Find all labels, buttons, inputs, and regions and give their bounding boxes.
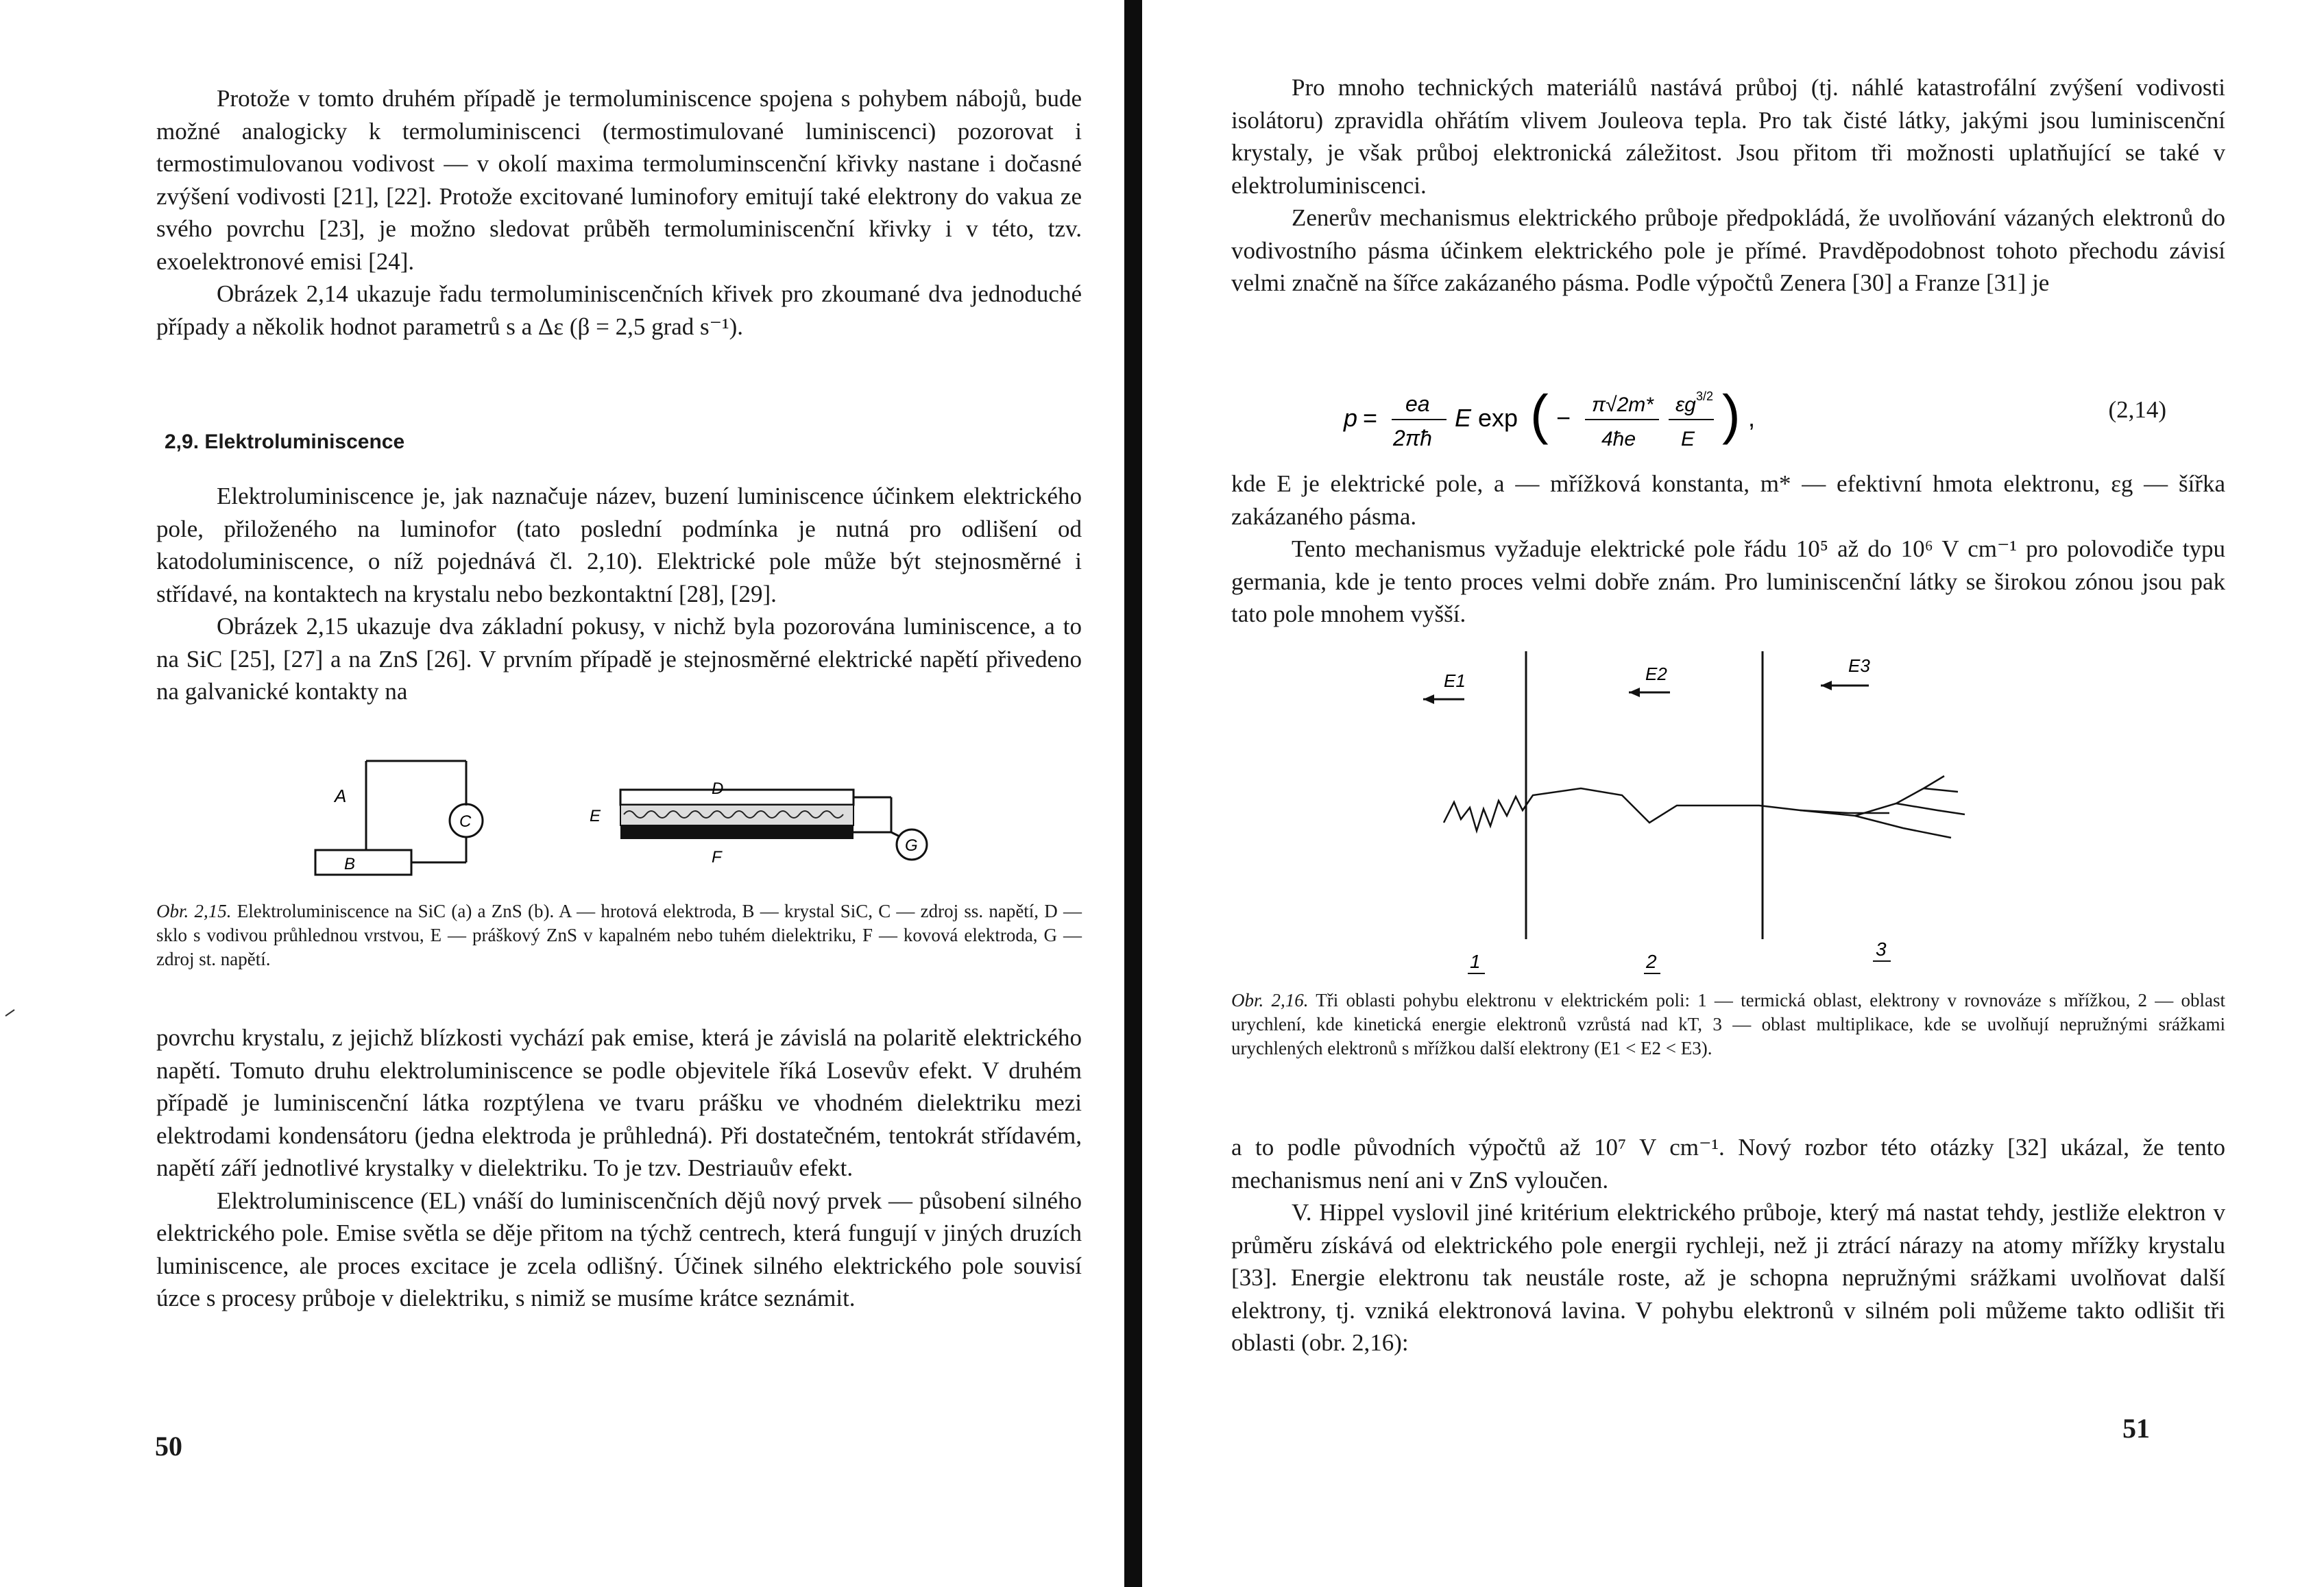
left-paragraph-3: Elektroluminiscence je, jak naznačuje název, buzení luminiscence účinkem elektrického pole, přiloženého na luminofor (tato poslední podmínka je nutná pro odlišení od katodoluminiscence, o níž pojednává čl. 2,10). Elektrické pole může být stejnosměrné i střídavé, na kontaktech na krystalu nebo bezkontaktní [28], [29]. — [156, 483, 1082, 607]
svg-text:4ħe: 4ħe — [1601, 428, 1636, 450]
figure-2-15-b — [590, 779, 927, 867]
svg-text:exp: exp — [1478, 404, 1518, 432]
equation-number: (2,14) — [2108, 396, 2166, 423]
svg-text:ea: ea — [1405, 391, 1430, 416]
left-page-number: 50 — [155, 1431, 182, 1462]
svg-text:p: p — [1344, 404, 1358, 432]
field-label-e3: E3 — [1848, 655, 1870, 676]
caption-2-15-text: Elektroluminiscence na SiC (a) a ZnS (b). A — hrotová elektroda, B — krystal SiC, C — zdroj ss. napětí, D — sklo s vodivou průhlednou vrstvou, E — práškový ZnS v kapalném nebo tuhém dielektriku, F — kovová elektroda, G — zdroj st. napětí. — [156, 901, 1082, 969]
label-c: C — [459, 812, 472, 831]
right-text-block-top — [1231, 71, 2225, 300]
field-label-e2: E2 — [1645, 664, 1667, 684]
region-label-1: 1 — [1470, 951, 1481, 972]
right-paragraph-5: a to podle původních výpočtů až 10⁷ V cm⁻¹. Nový rozbor této otázky [32] ukázal, že tento mechanismus není ani v ZnS vyloučen. — [1231, 1134, 2225, 1194]
right-paragraph-6: V. Hippel vyslovil jiné kritérium elektrického průboje, který má nastat tehdy, jestliže elektron v průměru získává od elektrického pole energii rychleji, než ji ztrácí nárazy na atomy mřížky krystalu [33]. Energie elektronu tak neustále roste, až je schopna nepružnými srážkami uvolňovat další elektrony, tj. vzniká elektronová lavina. V pohybu elektronů v silném poli můžeme takto odlišit tři oblasti (obr. 2,16): — [1231, 1199, 2225, 1356]
label-d: D — [712, 779, 724, 798]
label-g: G — [905, 836, 918, 855]
region-label-3: 3 — [1876, 938, 1887, 960]
label-f: F — [712, 848, 722, 867]
svg-text:εg: εg — [1675, 393, 1696, 416]
svg-text:(: ( — [1530, 384, 1549, 445]
book-gutter — [1124, 0, 1142, 1587]
left-text-block-mid — [156, 480, 1082, 708]
right-paragraph-1: Pro mnoho technických materiálů nastává průboj (tj. náhlé katastrofální zvýšení vodivosti isolátoru) zpravidla ohřátím vlivem Jouleova tepla. Pro tak čisté látky, jakými jsou luminiscenční krystaly, je však průboj elektronická záležitost. Jsou přitom tři možnosti uplatňující se také v elektroluminiscenci. — [1231, 74, 2225, 199]
svg-text:−: − — [1556, 404, 1571, 432]
left-paragraph-6: Elektroluminiscence (EL) vnáší do luminiscenčních dějů nový prvek — působení silného elektrického pole. Emise světla se děje přitom na týchž centrech, která fungují v jiných druzích luminiscence, ale proces excitace je zcela odlišný. Účinek silného elektrického pole souvisí úzce s procesy průboje v dielektriku, s nimiž se musíme krátce seznámit. — [156, 1187, 1082, 1311]
svg-text:π√2m*: π√2m* — [1592, 393, 1654, 416]
formula-2-14 — [1275, 378, 2166, 461]
left-paragraph-1: Protože v tomto druhém případě je termoluminiscence spojena s pohybem nábojů, bude možné analogicky k termoluminiscenci (termostimulované luminiscenci) pozorovat i termostimulovanou vodivost — v okolí maxima termoluminscenční křivky nastane i dočasné zvýšení vodivosti [21], [22]. Protože excitované luminofory emitují také elektrony do vakua ze svého povrchu [23], je možno sledovat průběh termoluminiscenční křivky i v této, tzv. exoelektronové emisi [24]. — [156, 85, 1082, 275]
figure-2-15-a — [315, 761, 483, 875]
svg-text:E: E — [1681, 428, 1695, 450]
right-paragraph-4: Tento mechanismus vyžaduje elektrické pole řádu 10⁵ až do 10⁶ V cm⁻¹ pro polovodiče typu germania, kde je tento proces velmi dobře znám. Pro luminiscenční látky se širokou zónou jsou pak tato pole mnohem vyšší. — [1231, 535, 2225, 627]
svg-text:2πħ: 2πħ — [1393, 426, 1433, 450]
label-a: A — [335, 786, 347, 806]
left-page — [0, 0, 1124, 1587]
left-paragraph-5: povrchu krystalu, z jejichž blízkosti vychází pak emise, která je závislá na polaritě elektrického napětí. Tomuto druhu elektroluminiscence se podle objevitele říká Losevův efekt. V druhém případě je luminiscenční látka rozptýlena ve tvaru prášku ve vhodném dielektriku mezi elektrodami kondensátoru (jedna elektroda je průhledná). Při dostatečném, tentokrát střídavém, napětí září jednotlivé krystalky v dielektriku. To je tzv. Destriauův efekt. — [156, 1024, 1082, 1181]
svg-text:): ) — [1722, 384, 1741, 445]
section-heading: 2,9. Elektroluminiscence — [165, 431, 405, 453]
caption-2-15-lead: Obr. 2,15. — [156, 901, 232, 921]
field-label-e1: E1 — [1444, 670, 1466, 691]
right-page — [1142, 0, 2324, 1587]
svg-text:3/2: 3/2 — [1696, 389, 1714, 403]
right-paragraph-2: Zenerův mechanismus elektrického průboje předpokládá, že uvolňování vázaných elektronů do vodivostního pásma účinkem elektrického pole je přímé. Pravděpodobnost tohoto přechodu závisí velmi značně na šířce zakázaného pásma. Podle výpočtů Zenera [30] a Franze [31] je — [1231, 204, 2225, 296]
left-text-block-top — [156, 82, 1082, 343]
formula-expression — [1275, 378, 1961, 461]
figure-2-15 — [302, 740, 960, 891]
left-paragraph-4: Obrázek 2,15 ukazuje dva základní pokusy, v nichž byla pozorována luminiscence, a to na SiC [25], [27] a na ZnS [26]. V prvním případě je stejnosměrné elektrické napětí přivedeno na galvanické kontakty na — [156, 613, 1082, 705]
caption-2-16-text: Tři oblasti pohybu elektronu v elektrickém poli: 1 — termická oblast, elektrony v rovnováze s mřížkou, 2 — oblast urychlení, kde kinetická energie elektronů vzrůstá nad kT, 3 — oblast multiplikace, kde se uvolňují nepružnými srážkami urychlených elektronů s mřížkou další elektrony (E1 < E2 < E3). — [1231, 990, 2226, 1058]
svg-text:E: E — [1455, 404, 1472, 432]
label-b: B — [344, 855, 356, 873]
left-text-block-bottom — [156, 1021, 1082, 1315]
caption-2-16-lead: Obr. 2,16. — [1231, 990, 1309, 1010]
region-label-2: 2 — [1646, 951, 1657, 972]
figure-2-15-caption — [156, 899, 1082, 971]
right-page-number: 51 — [2122, 1413, 2150, 1444]
svg-text:,: , — [1748, 404, 1756, 432]
left-paragraph-2: Obrázek 2,14 ukazuje řadu termoluminiscenčních křivek pro zkoumané dva jednoduché případy a několik hodnot parametrů s a Δε (β = 2,5 grad s⁻¹). — [156, 280, 1082, 340]
svg-text:=: = — [1363, 404, 1378, 432]
right-paragraph-3: kde E je elektrické pole, a — mřížková konstanta, m* — efektivní hmota elektronu, εg — šířka zakázaného pásma. — [1231, 470, 2225, 530]
label-e: E — [590, 807, 601, 825]
